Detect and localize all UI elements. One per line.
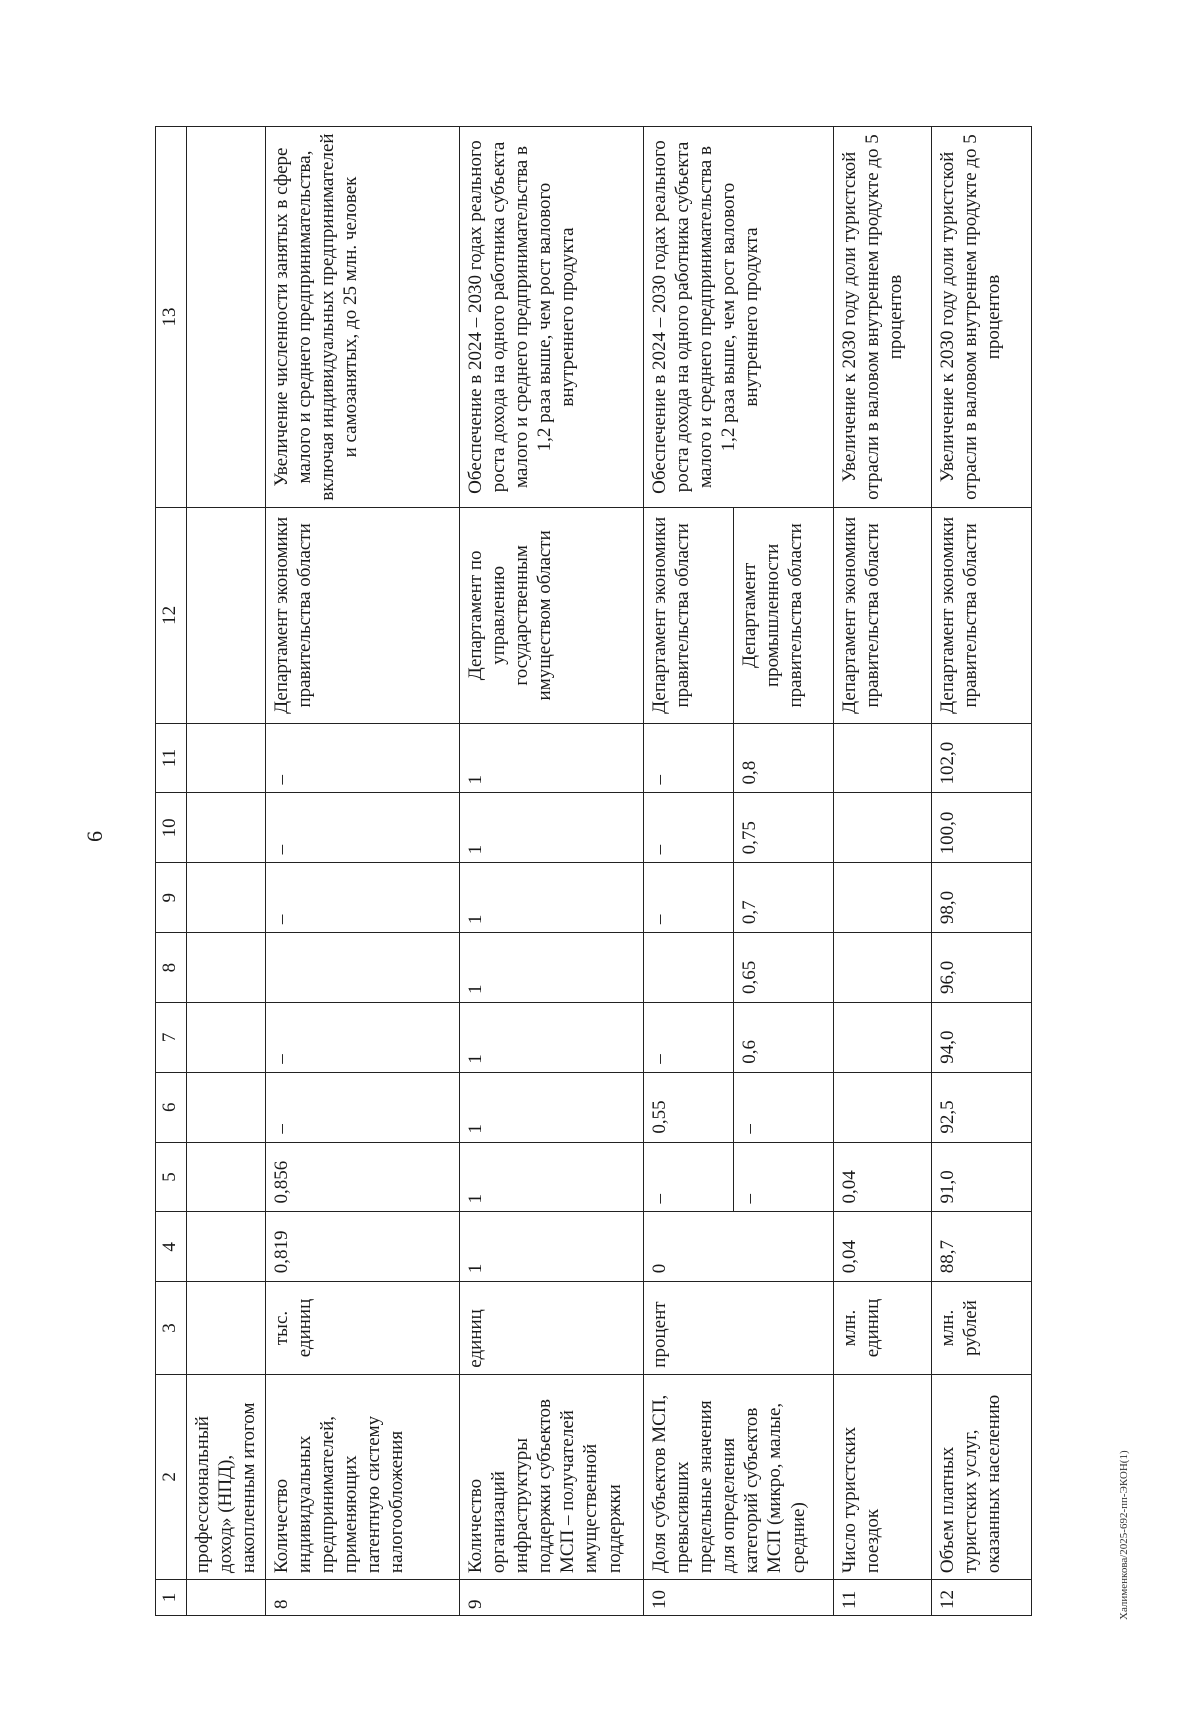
cell-value: 91,0 bbox=[931, 1142, 1031, 1212]
cell-goal: Обеспечение в 2024 – 2030 годах реального роста дохода на одного работника субъекта малого и среднего предпринимательства в 1,2 раза выше, чем рост валового внутреннего продукта bbox=[643, 127, 833, 508]
cell-goal: Обеспечение в 2024 – 2030 годах реального роста дохода на одного работника субъекта малого и среднего предпринимательства в 1,2 раза выше, чем рост валового внутреннего продукта bbox=[459, 127, 643, 508]
header-cell: 8 bbox=[156, 933, 187, 1003]
table-row bbox=[931, 127, 1031, 1616]
cell-value bbox=[643, 933, 733, 1003]
cell-responsible: Департамент экономики правительства области bbox=[833, 508, 931, 724]
header-cell: 4 bbox=[156, 1212, 187, 1282]
cell-value: – bbox=[733, 1072, 833, 1142]
cell-number: 11 bbox=[833, 1580, 931, 1616]
header-cell: 3 bbox=[156, 1282, 187, 1374]
cell-unit: единиц bbox=[459, 1282, 643, 1374]
cell-value: – bbox=[643, 1002, 733, 1072]
cell-value: 0,55 bbox=[643, 1072, 733, 1142]
header-cell: 6 bbox=[156, 1072, 187, 1142]
cell-value: 1 bbox=[459, 723, 643, 793]
cell-value: 1 bbox=[459, 1072, 643, 1142]
cell-indicator-name: Количество индивидуальных предпринимателей, применяющих патентную систему налогообложения bbox=[265, 1374, 459, 1579]
header-cell: 7 bbox=[156, 1002, 187, 1072]
cell-indicator-name: Количество организаций инфраструктуры поддержки субъектов МСП – получателей имущественной поддержки bbox=[459, 1374, 643, 1579]
cell-unit: млн. единиц bbox=[833, 1282, 931, 1374]
cell-value: 96,0 bbox=[931, 933, 1031, 1003]
cell-value: – bbox=[265, 1072, 459, 1142]
table-row bbox=[833, 127, 931, 1616]
cell-value: 92,5 bbox=[931, 1072, 1031, 1142]
cell-value: 1 bbox=[459, 863, 643, 933]
cell-responsible: Департамент промышленности правительства области bbox=[733, 508, 833, 724]
document-footer: Халименкова/2025-692-пп-ЭКОН(1) bbox=[1118, 1450, 1130, 1620]
cell-value: 0,75 bbox=[733, 793, 833, 863]
cell-number: 9 bbox=[459, 1580, 643, 1616]
cell-value: 0,856 bbox=[265, 1142, 459, 1212]
cell-value: 0,65 bbox=[733, 933, 833, 1003]
cell-value: 100,0 bbox=[931, 793, 1031, 863]
cell-responsible: Департамент по управлению государственным имуществом области bbox=[459, 508, 643, 724]
cell-goal: Увеличение к 2030 году доли туристской отрасли в валовом внутреннем продукте до 5 процентов bbox=[931, 127, 1031, 508]
header-cell: 11 bbox=[156, 723, 187, 793]
cell-indicator-name: Число туристских поездок bbox=[833, 1374, 931, 1579]
cell-responsible: Департамент экономики правительства области bbox=[931, 508, 1031, 724]
cell-value: 0,8 bbox=[733, 723, 833, 793]
header-cell: 5 bbox=[156, 1142, 187, 1212]
cell-value: 1 bbox=[459, 1142, 643, 1212]
cell-number: 8 bbox=[265, 1580, 459, 1616]
cell-indicator-name: Объем платных туристских услуг, оказанных населению bbox=[931, 1374, 1031, 1579]
cell-responsible: Департамент экономики правительства области bbox=[643, 508, 733, 724]
cell-unit: тыс. единиц bbox=[265, 1282, 459, 1374]
cell-unit: процент bbox=[643, 1282, 833, 1374]
cell-number: 12 bbox=[931, 1580, 1031, 1616]
rotated-table-container bbox=[155, 126, 1090, 1616]
cell-value: – bbox=[643, 793, 733, 863]
cell-indicator-name: профессиональный доход» (НПД), накопленным итогом bbox=[187, 1374, 266, 1579]
header-cell: 13 bbox=[156, 127, 187, 508]
cell-goal: Увеличение к 2030 году доли туристской отрасли в валовом внутреннем продукте до 5 процентов bbox=[833, 127, 931, 508]
cell-value: 102,0 bbox=[931, 723, 1031, 793]
cell-value: – bbox=[733, 1142, 833, 1212]
cell-value: 98,0 bbox=[931, 863, 1031, 933]
cell-value: 0,7 bbox=[733, 863, 833, 933]
cell-value: 1 bbox=[459, 1002, 643, 1072]
indicators-table bbox=[155, 126, 1032, 1616]
cell-value: – bbox=[643, 723, 733, 793]
cell-unit: млн. рублей bbox=[931, 1282, 1031, 1374]
header-row bbox=[156, 127, 187, 1616]
cell-value: – bbox=[265, 793, 459, 863]
cell-number: 10 bbox=[643, 1580, 833, 1616]
cell-responsible: Департамент экономики правительства области bbox=[265, 508, 459, 724]
table-row bbox=[265, 127, 459, 1616]
header-cell: 1 bbox=[156, 1580, 187, 1616]
cell-value: 0,6 bbox=[733, 1002, 833, 1072]
cell-value: 1 bbox=[459, 933, 643, 1003]
cell-value: 0,04 bbox=[833, 1212, 931, 1282]
cell-value: 1 bbox=[459, 793, 643, 863]
cell-value: 94,0 bbox=[931, 1002, 1031, 1072]
cell-value: 88,7 bbox=[931, 1212, 1031, 1282]
cell-value: – bbox=[265, 1002, 459, 1072]
cell-value: – bbox=[643, 1142, 733, 1212]
header-cell: 12 bbox=[156, 508, 187, 724]
cell-value: 0 bbox=[643, 1212, 833, 1282]
header-cell: 9 bbox=[156, 863, 187, 933]
cell-value bbox=[265, 933, 459, 1003]
cell-goal: Увеличение численности занятых в сфере малого и среднего предпринимательства, включая индивидуальных предпринимателей и самозанятых, до 25 млн. человек bbox=[265, 127, 459, 508]
cell-value: 0,819 bbox=[265, 1212, 459, 1282]
cell-value: – bbox=[643, 863, 733, 933]
header-cell: 10 bbox=[156, 793, 187, 863]
table-row bbox=[643, 127, 733, 1616]
cell-number bbox=[187, 1580, 266, 1616]
table-row-continuation bbox=[187, 127, 266, 1616]
cell-value: 1 bbox=[459, 1212, 643, 1282]
cell-value: – bbox=[265, 723, 459, 793]
cell-value: – bbox=[265, 863, 459, 933]
cell-value: 0,04 bbox=[833, 1142, 931, 1212]
table-row bbox=[459, 127, 643, 1616]
cell-indicator-name: Доля субъектов МСП, превысивших предельные значения для определения категорий субъектов МСП (микро, малые, средние) bbox=[643, 1374, 833, 1579]
header-cell: 2 bbox=[156, 1374, 187, 1579]
page-number: 6 bbox=[82, 831, 107, 842]
